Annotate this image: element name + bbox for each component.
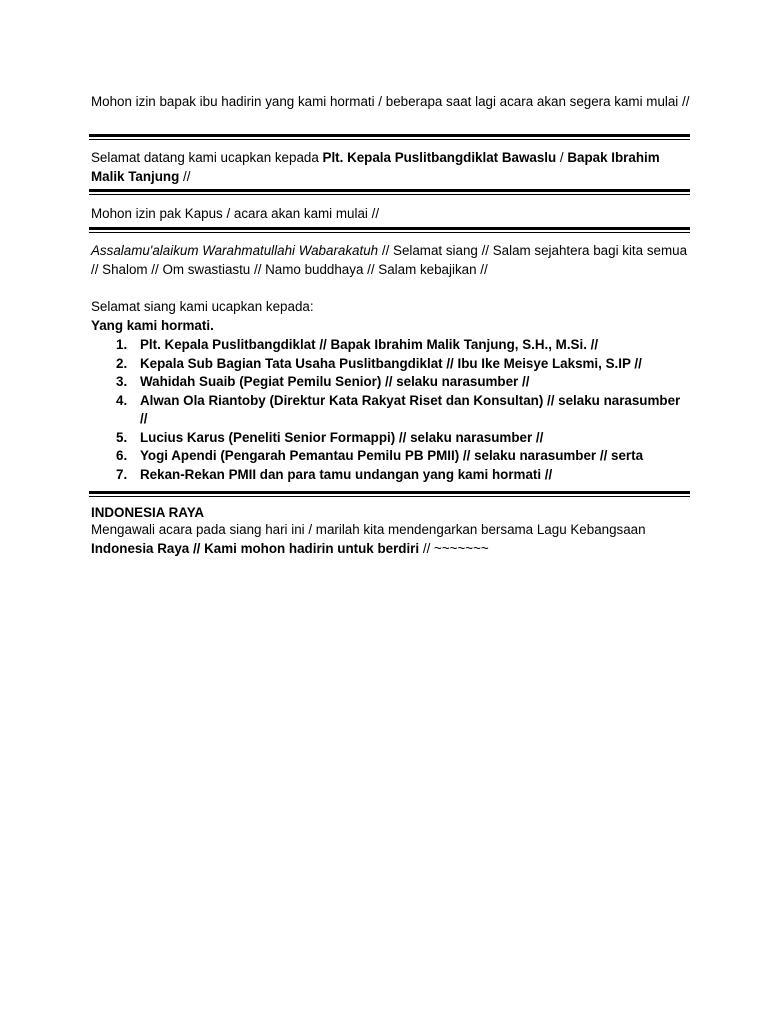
list-text: Wahidah Suaib (Pegiat Pemilu Senior) // selaku narasumber // bbox=[140, 374, 530, 389]
welcome-paragraph bbox=[91, 149, 691, 186]
anthem-bold-text: Indonesia Raya // Kami mohon hadirin untuk berdiri bbox=[91, 540, 420, 556]
welcome-separator: / bbox=[556, 150, 568, 165]
list-item bbox=[91, 373, 691, 392]
list-number: 3. bbox=[116, 374, 128, 389]
list-text: Plt. Kepala Puslitbangdiklat // Bapak Ibrahim Malik Tanjung, S.H., M.Si. // bbox=[140, 337, 599, 352]
list-text: Kepala Sub Bagian Tata Usaha Puslitbangdiklat // Ibu Ike Meisye Laksmi, S.IP // bbox=[140, 355, 642, 371]
welcome-title: Plt. Kepala Puslitbangdiklat Bawaslu bbox=[322, 150, 557, 165]
opening-paragraph: Mohon izin bapak ibu hadirin yang kami hormati / beberapa saat lagi acara akan segera kami mulai // bbox=[91, 94, 690, 109]
honored-heading: Yang kami hormati. bbox=[91, 318, 214, 333]
welcome-name: Bapak Ibrahim Malik Tanjung bbox=[91, 150, 660, 184]
double-rule-divider bbox=[89, 227, 690, 233]
list-number: 1. bbox=[116, 337, 128, 352]
list-item bbox=[91, 466, 691, 485]
salutation-rest: // Selamat siang // Salam sejahtera bagi kita semua // Shalom // Om swastiastu // Namo buddhaya // Salam kebajikan // bbox=[91, 243, 688, 277]
salutation-italic: Assalamu'alaikum Warahmatullahi Wabarakatuh bbox=[91, 243, 379, 258]
double-rule-divider bbox=[89, 189, 690, 195]
list-item bbox=[91, 355, 691, 374]
greeting-line: Selamat siang kami ucapkan kepada: bbox=[91, 299, 314, 314]
list-text: Rekan-Rekan PMII dan para tamu undangan yang kami hormati // bbox=[140, 466, 553, 482]
anthem-heading: INDONESIA RAYA bbox=[91, 505, 205, 520]
anthem-paragraph bbox=[91, 521, 691, 558]
list-item bbox=[91, 336, 691, 355]
anthem-text: Mengawali acara pada siang hari ini / marilah kita mendengarkan bersama Lagu Kebangsaan bbox=[91, 522, 646, 537]
list-number: 6. bbox=[116, 448, 128, 463]
speaker-list bbox=[91, 336, 691, 484]
list-text: Yogi Apendi (Pengarah Pemantau Pemilu PB PMII) // selaku narasumber // serta bbox=[140, 448, 644, 463]
list-item bbox=[91, 392, 691, 429]
list-number: 4. bbox=[116, 392, 128, 408]
start-permission-paragraph: Mohon izin pak Kapus / acara akan kami mulai // bbox=[91, 206, 380, 221]
double-rule-divider bbox=[89, 134, 690, 140]
list-item bbox=[91, 429, 691, 448]
welcome-intro: Selamat datang kami ucapkan kepada bbox=[91, 150, 323, 165]
salutation-paragraph bbox=[91, 242, 691, 279]
list-number: 2. bbox=[116, 355, 128, 371]
list-number: 5. bbox=[116, 429, 128, 445]
welcome-end: // bbox=[179, 168, 191, 184]
list-text: Lucius Karus (Peneliti Senior Formappi) // selaku narasumber // bbox=[140, 429, 544, 445]
list-text: Alwan Ola Riantoby (Direktur Kata Rakyat Riset dan Konsultan) // selaku narasumber // bbox=[140, 392, 681, 426]
list-item bbox=[91, 447, 691, 466]
double-rule-divider bbox=[89, 491, 690, 497]
list-number: 7. bbox=[116, 466, 128, 482]
anthem-end: // ~~~~~~~ bbox=[419, 540, 489, 556]
